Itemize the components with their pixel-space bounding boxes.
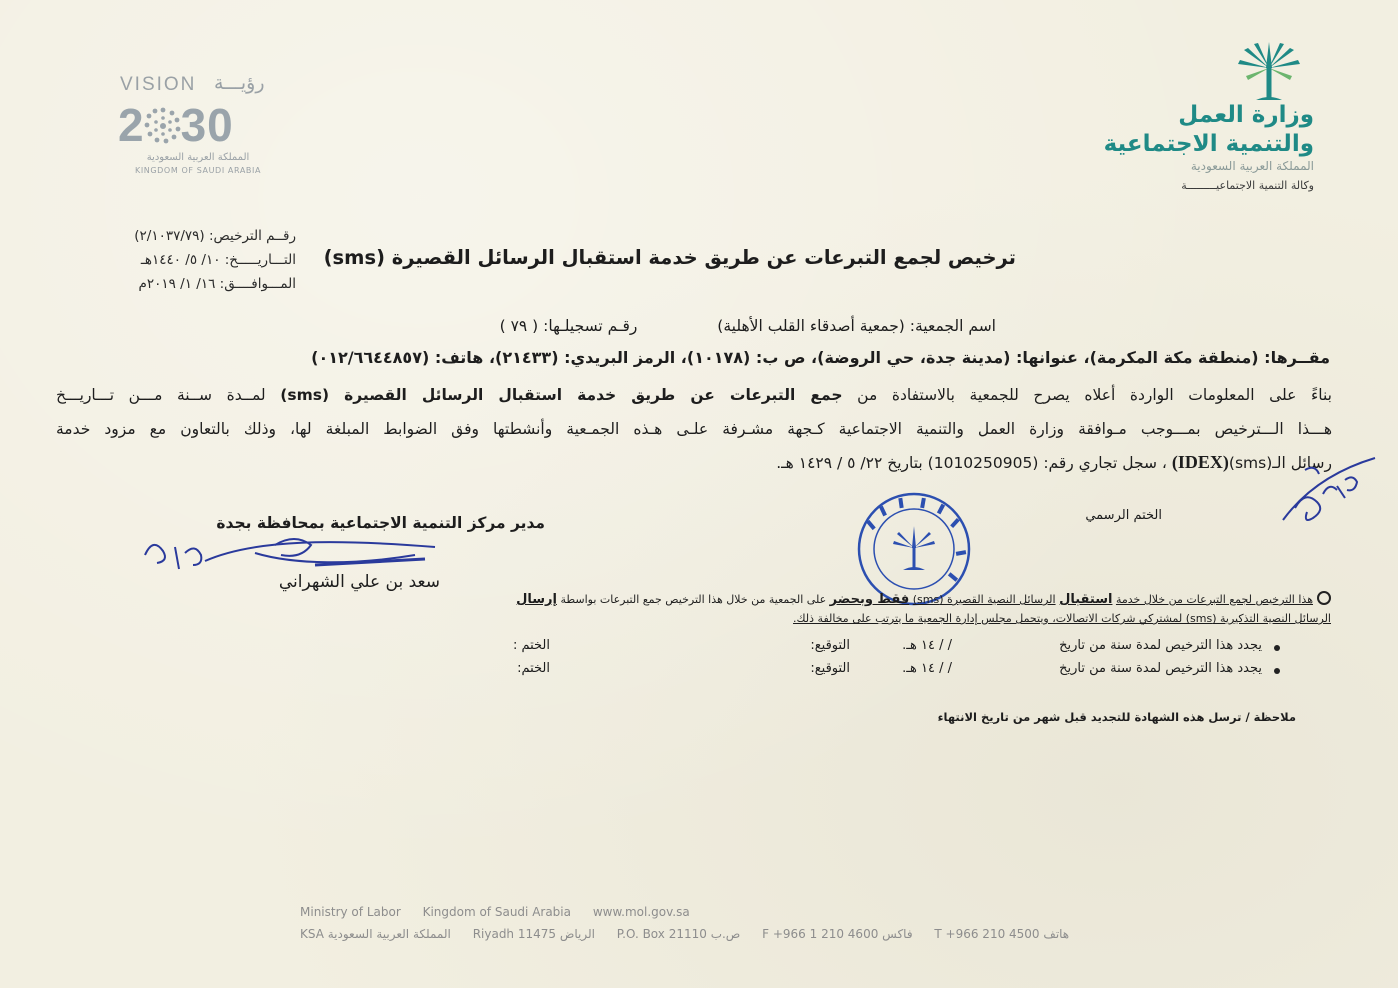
footer-city: Riyadh 11475 الرياض [472, 927, 595, 941]
license-notice [507, 590, 1331, 628]
renewal-seal: الختم: [517, 661, 550, 676]
footer-ksa: KSA المملكة العربية السعودية [300, 927, 451, 941]
license-paragraph-line3 [590, 452, 1332, 473]
notice-text-2: استقبال [1059, 592, 1113, 607]
registration-number: رقـم تسجيلـها: ( ٧٩ ) [499, 317, 638, 335]
notice-text-1: هذا الترخيص لجمع التبرعات من خلال خدمة [1115, 593, 1313, 606]
notice-text-5: على الجمعية من خلال هذا الترخيص جمع التبرعات بواسطة [560, 593, 827, 606]
ministry-name-line1: وزارة العمل [1178, 102, 1314, 128]
footer-kingdom: Kingdom of Saudi Arabia [422, 905, 571, 919]
vision-year-digits: 30 [180, 99, 234, 151]
vision-dotted-zero-icon [144, 106, 182, 144]
license-date-hijri: التـــاريـــــخ: ١٠/ ٥/ ١٤٤٠هـ [140, 252, 296, 268]
renewal-row [500, 638, 1280, 660]
association-line [370, 317, 996, 335]
ministry-name-line2: والتنمية الاجتماعية [1103, 131, 1314, 157]
footer-website: www.mol.gov.sa [592, 905, 690, 919]
manager-title: مدير مركز التنمية الاجتماعية بمحافظة بجدة [216, 514, 545, 532]
footer-ministry: Ministry of Labor [300, 905, 401, 919]
notice-text-4: فقط وبحضر [829, 592, 910, 607]
handwritten-annotation [1275, 450, 1385, 530]
footer-row-2 [300, 927, 1087, 941]
license-references [56, 224, 296, 296]
footer-pobox: P.O. Box 21110 ص.ب [616, 927, 741, 941]
renewal-seal: الختم : [512, 638, 550, 653]
notice-text-7: الرسائل النصية التذكيرية (sms) لمشتركي شركات الاتصالات، ويتحمل مجلس إدارة الجمعية ما يترتب على مخالفة ذلك. [793, 612, 1331, 625]
paragraph-text: بناءً على المعلومات الواردة أعلاه يصرح للجمعية بالاستفادة من [857, 386, 1332, 404]
footer-row-1 [300, 905, 708, 919]
palm-emblem-icon [1234, 38, 1304, 108]
license-paragraph-line1 [56, 386, 1332, 404]
document-title: ترخيص لجمع التبرعات عن طريق خدمة استقبال الرسائل القصيرة (sms) [323, 246, 1016, 269]
renewal-text: يجدد هذا الترخيص لمدة سنة من تاريخ [1059, 638, 1262, 653]
renewal-signature: التوقيع: [810, 661, 850, 676]
provider-sms: رسائل الـ(sms) [1228, 454, 1332, 472]
vision-year-digit: 2 [118, 99, 145, 151]
notice-text-6: إرسال [516, 592, 557, 607]
paragraph-duration: لمــدة ســنة مـــن تـــاريـــخ [56, 386, 266, 404]
renewal-date: / / ١٤ هـ. [902, 638, 952, 653]
license-paragraph-line2: هـــذا الـــترخيص بمـــوجب مـوافقة وزارة العمل والتنمية الاجتماعية كـجهة مشـرفة علـى هـذه الجمـعية وأنشطتها وفق الضوابط المبلغة لها، وذلك بالتعاون مع مزود خدمة [56, 420, 1332, 438]
commercial-register: ، سجل تجاري رقم: (1010250905) بتاريخ ٢٢/ ٥ / ١٤٢٩ هـ. [776, 454, 1167, 472]
provider-name: (IDEX) [1171, 452, 1229, 472]
bullet-icon [1274, 668, 1280, 674]
vision-2030-logo [114, 70, 284, 180]
footer-tel: T +966 210 4500 هاتف [934, 927, 1070, 941]
vision-subtitle-english: KINGDOM OF SAUDI ARABIA [134, 166, 262, 175]
ministry-logo [1103, 38, 1328, 208]
license-number: رقــم الترخيص: (٢/١٠٣٧/٧٩) [134, 228, 296, 244]
bullet-icon [1274, 645, 1280, 651]
notice-bullet-icon [1317, 591, 1331, 605]
renewal-text: يجدد هذا الترخيص لمدة سنة من تاريخ [1059, 661, 1262, 676]
footer-fax: F +966 1 210 4600 فاكس [762, 927, 913, 941]
vision-arabic-word: رؤيـــة [214, 72, 265, 94]
vision-year [118, 98, 234, 152]
vision-word: VISION [120, 74, 197, 95]
vision-subtitle-arabic: المملكة العربية السعودية [146, 152, 250, 163]
notice-text-3: الرسائل النصية القصيرة (sms) [912, 593, 1056, 606]
ministry-kingdom: المملكة العربية السعودية [1190, 159, 1314, 173]
association-name: اسم الجمعية: (جمعية أصدقاء القلب الأهلية) [717, 317, 996, 335]
license-date-gregorian: المـــوافــــق: ١٦/ ١/ ٢٠١٩م [138, 276, 296, 292]
renewal-note: ملاحظة / ترسل هذه الشهادة للتجديد قبل شهر من تاريخ الانتهاء [937, 710, 1296, 724]
official-seal-label: الختم الرسمي [1085, 508, 1162, 523]
paragraph-service: جمع التبرعات عن طريق خدمة استقبال الرسائل القصيرة (sms) [280, 386, 843, 404]
renewal-row [500, 661, 1280, 683]
manager-name: سعد بن علي الشهراني [278, 572, 440, 592]
association-address: مقــرها: (منطقة مكة المكرمة)، عنوانها: (مدينة جدة، حي الروضة)، ص ب: (١٠١٧٨)، الرمز البريدي: (٢١٤٣٣)، هاتف: (٠١٢/٦٦٤٤٨٥٧) [311, 348, 1330, 367]
renewal-date: / / ١٤ هـ. [902, 661, 952, 676]
ministry-agency: وكالة التنمية الاجتماعيـــــــــة [1181, 179, 1314, 192]
renewal-signature: التوقيع: [810, 638, 850, 653]
